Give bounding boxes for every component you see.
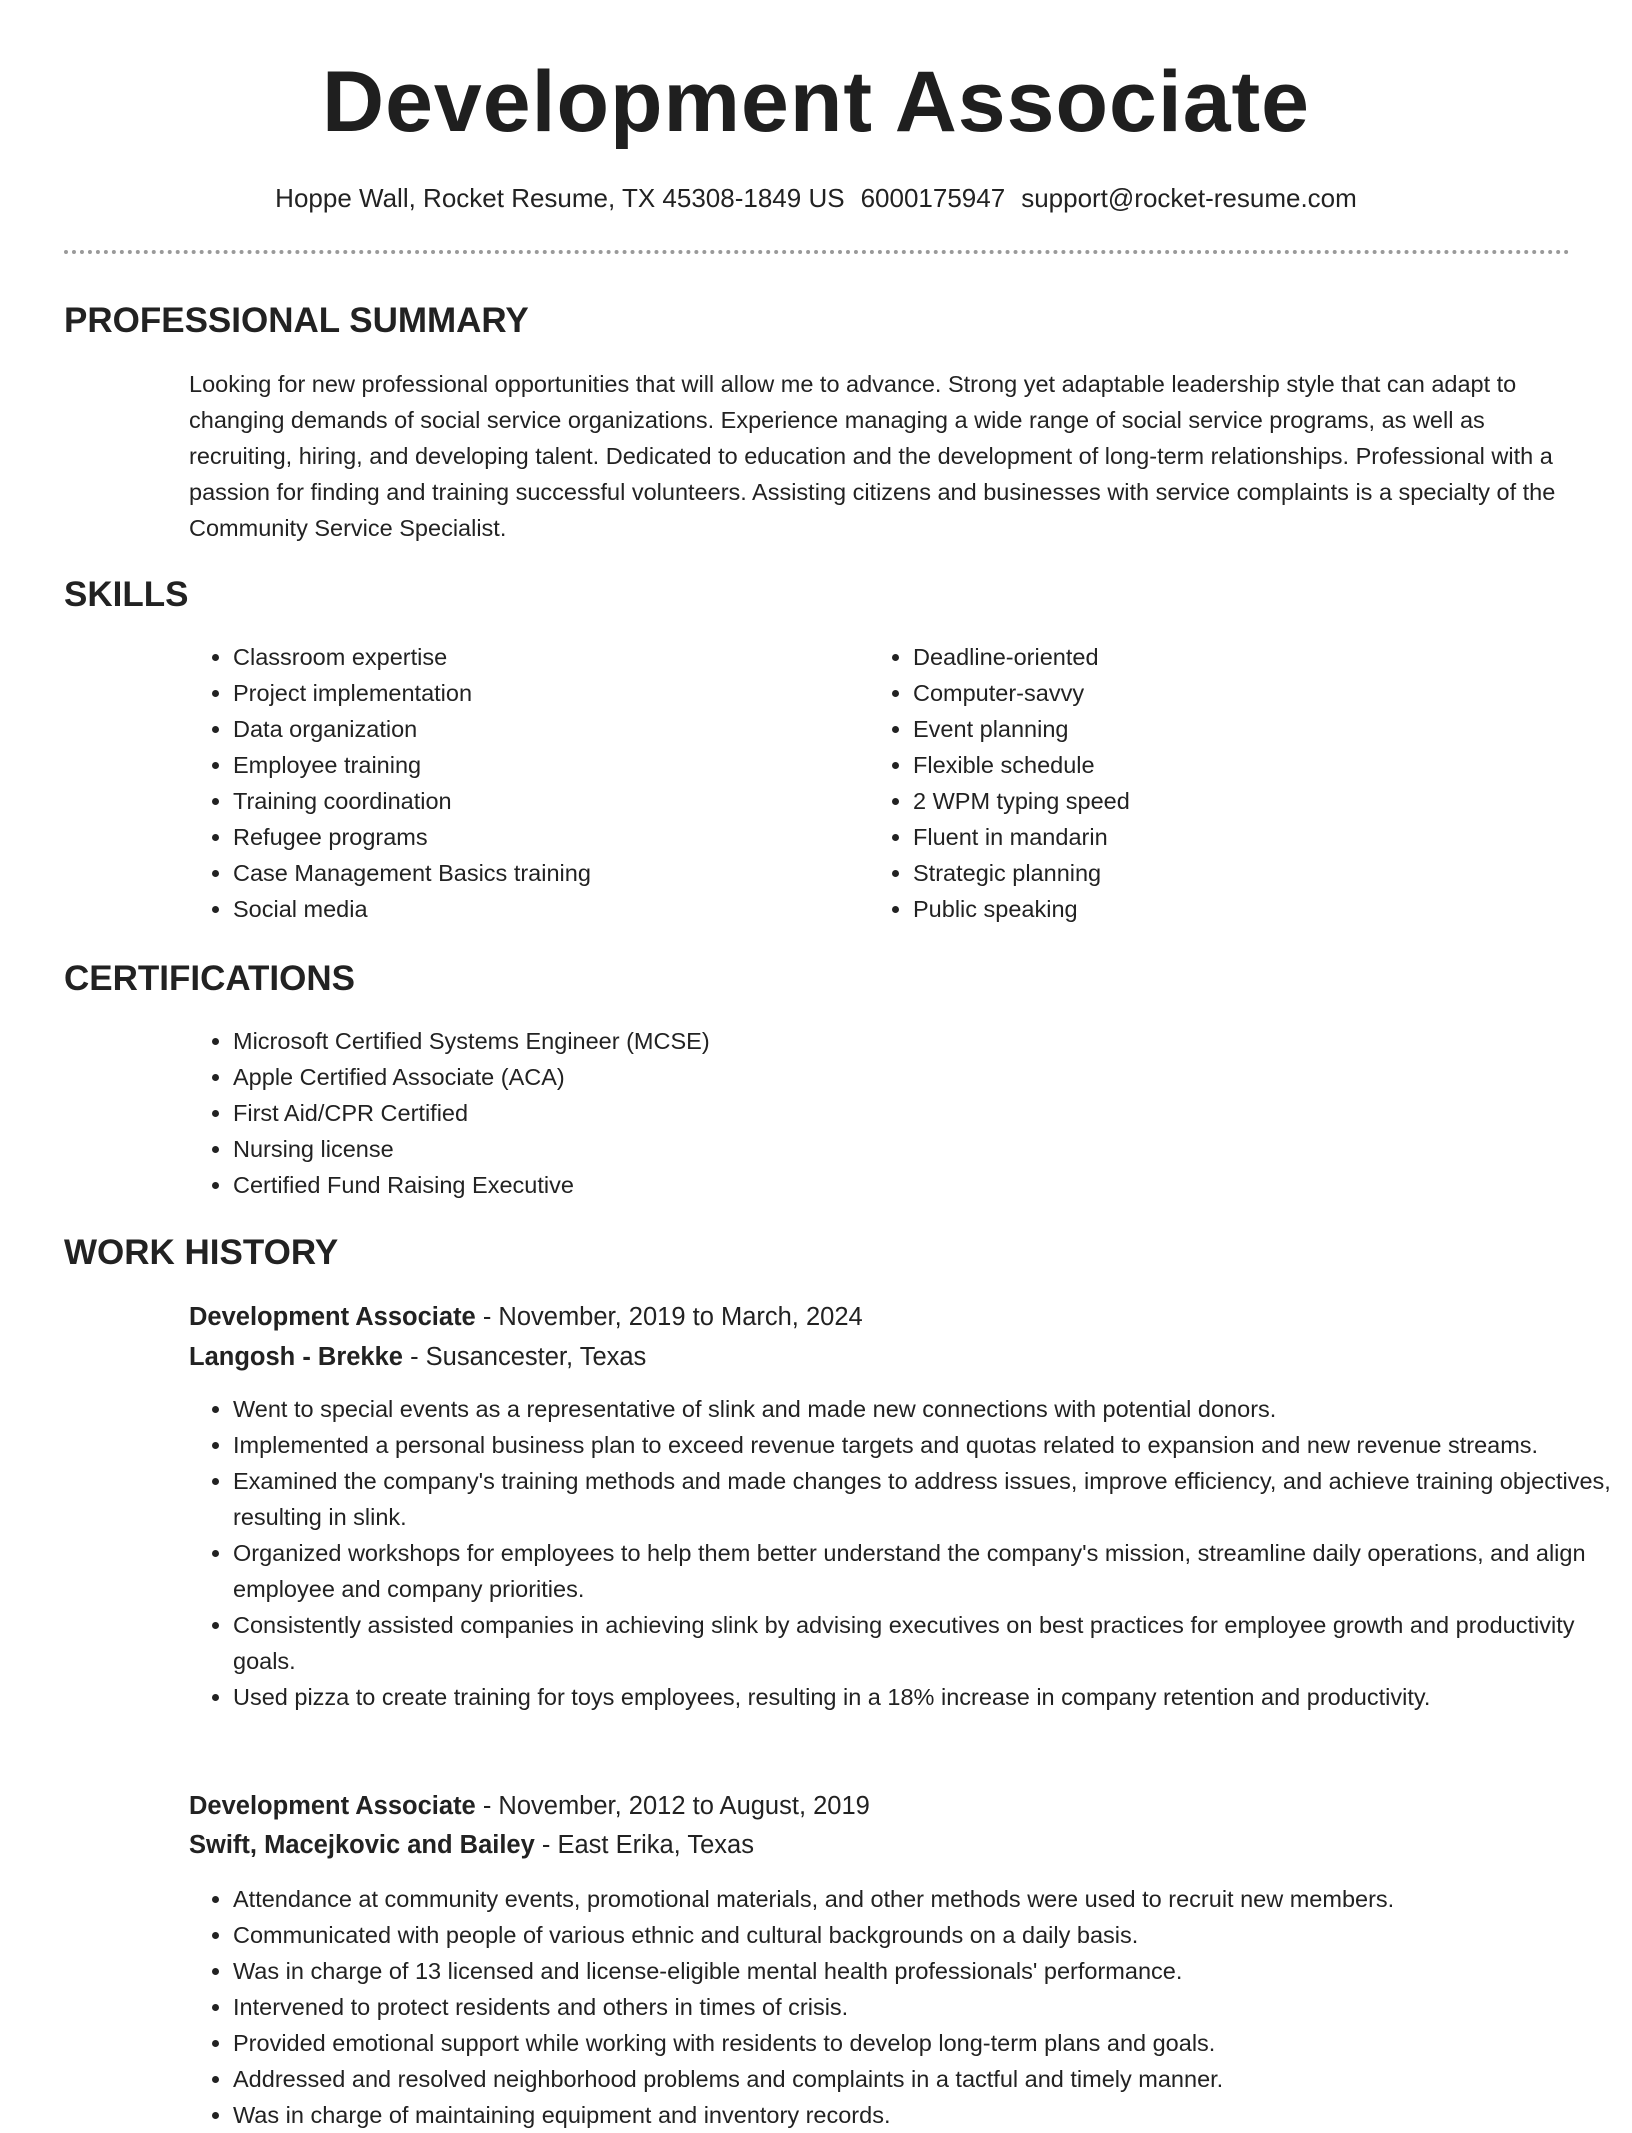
duty-item: • Organized workshops for employees to help them better understand the company's mission, streamline daily operations, and align employee and company priorities.	[233, 1535, 1613, 1607]
duty-item: • Consistently assisted companies in achieving slink by advising executives on best practices for employee growth and productivity goals.	[233, 1607, 1613, 1679]
skill-item: • Social media	[233, 891, 853, 927]
job-duties-list	[189, 1391, 1613, 1715]
contact-address: Hoppe Wall, Rocket Resume, TX 45308-1849 US	[275, 183, 845, 213]
skill-item: • 2 WPM typing speed	[913, 783, 1533, 819]
duty-item: • Attendance at community events, promotional materials, and other methods were used to recruit new members.	[233, 1881, 1613, 1917]
duty-item: • Provided emotional support while working with residents to develop long-term plans and goals.	[233, 2025, 1613, 2061]
skill-item: • Data organization	[233, 711, 853, 747]
skill-item: • Training coordination	[233, 783, 853, 819]
job-dates: - November, 2012 to August, 2019	[475, 1792, 870, 1820]
skill-item: • Strategic planning	[913, 855, 1533, 891]
skill-item: • Flexible schedule	[913, 747, 1533, 783]
resume-name-title: Development Associate	[321, 54, 1311, 150]
job-title-line	[189, 1786, 1569, 1826]
job-title-line	[189, 1297, 1569, 1337]
section-title-skills: SKILLS	[64, 575, 189, 614]
skill-item: • Refugee programs	[233, 819, 853, 855]
certification-item: • Nursing license	[233, 1131, 1533, 1167]
contact-line	[0, 180, 1632, 216]
certifications-list	[189, 1023, 1533, 1203]
job-duties-list	[189, 1881, 1613, 2133]
skills-list-left	[189, 639, 853, 927]
certification-item: • Microsoft Certified Systems Engineer (MCSE)	[233, 1023, 1533, 1059]
skill-item: • Case Management Basics training	[233, 855, 853, 891]
contact-phone: 6000175947	[860, 183, 1006, 213]
duty-item: • Addressed and resolved neighborhood problems and complaints in a tactful and timely manner.	[233, 2061, 1613, 2097]
skill-item: • Computer-savvy	[913, 675, 1533, 711]
duty-item: • Intervened to protect residents and others in times of crisis.	[233, 1989, 1613, 2025]
section-title-certifications: CERTIFICATIONS	[64, 959, 356, 998]
header-divider	[64, 250, 1570, 254]
job-company: Swift, Macejkovic and Bailey	[189, 1831, 535, 1859]
skill-item: • Classroom expertise	[233, 639, 853, 675]
skill-item: • Employee training	[233, 747, 853, 783]
job-company: Langosh - Brekke	[189, 1343, 403, 1371]
job-role: Development Associate	[189, 1303, 476, 1331]
duty-item: • Communicated with people of various ethnic and cultural backgrounds on a daily basis.	[233, 1917, 1613, 1953]
skills-list-right	[869, 639, 1533, 927]
job-role: Development Associate	[189, 1792, 476, 1820]
duty-item: • Went to special events as a representative of slink and made new connections with potential donors.	[233, 1391, 1613, 1427]
contact-email: support@rocket-resume.com	[1021, 183, 1357, 213]
section-title-summary: PROFESSIONAL SUMMARY	[64, 301, 529, 340]
certification-item: • Apple Certified Associate (ACA)	[233, 1059, 1533, 1095]
job-company-line	[189, 1337, 1569, 1377]
duty-item: • Used pizza to create training for toys employees, resulting in a 18% increase in company retention and productivity.	[233, 1679, 1613, 1715]
duty-item: • Was in charge of 13 licensed and license-eligible mental health professionals' performance.	[233, 1953, 1613, 1989]
certification-item: • Certified Fund Raising Executive	[233, 1167, 1533, 1203]
job-location: - Susancester, Texas	[402, 1343, 647, 1371]
skill-item: • Fluent in mandarin	[913, 819, 1533, 855]
skill-item: • Project implementation	[233, 675, 853, 711]
duty-item: • Implemented a personal business plan to exceed revenue targets and quotas related to expansion and new revenue streams.	[233, 1427, 1613, 1463]
job-dates: - November, 2019 to March, 2024	[475, 1303, 863, 1331]
summary-text: Looking for new professional opportunities that will allow me to advance. Strong yet adaptable leadership style that can adapt to changing demands of social service organizations. Experience managing a wide range of social service programs, as well as recruiting, hiring, and developing talent. Dedicated to education and the development of long-term relationships. Professional with a passion for finding and training successful volunteers. Assisting citizens and businesses with service complaints is a specialty of the Community Service Specialist.	[189, 371, 1556, 541]
skill-item: • Public speaking	[913, 891, 1533, 927]
section-title-work-history: WORK HISTORY	[64, 1233, 339, 1272]
duty-item: • Was in charge of maintaining equipment and inventory records.	[233, 2097, 1613, 2133]
duty-item: • Examined the company's training methods and made changes to address issues, improve efficiency, and achieve training objectives, resulting in slink.	[233, 1463, 1613, 1535]
job-company-line	[189, 1825, 1569, 1865]
job-location: - East Erika, Texas	[534, 1831, 754, 1859]
certification-item: • First Aid/CPR Certified	[233, 1095, 1533, 1131]
skill-item: • Deadline-oriented	[913, 639, 1533, 675]
skill-item: • Event planning	[913, 711, 1533, 747]
